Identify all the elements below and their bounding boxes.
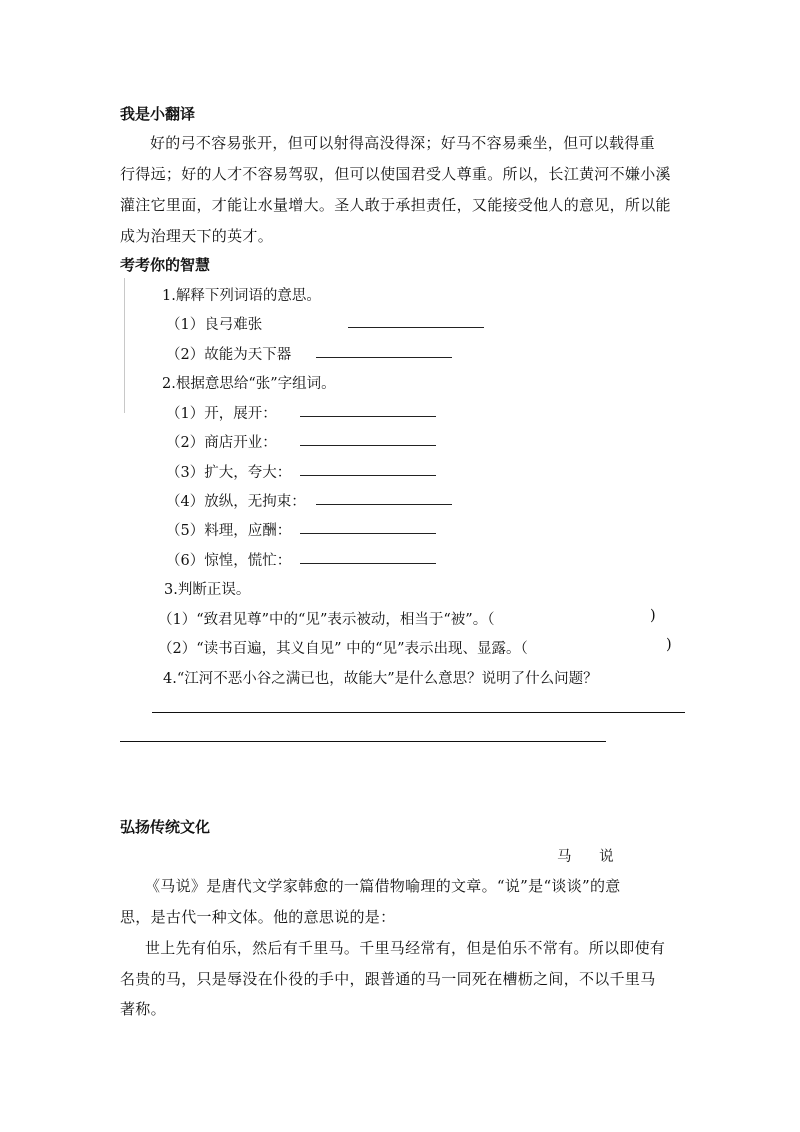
q2-answer-5[interactable] — [300, 519, 436, 534]
q1-answer-1[interactable] — [348, 313, 484, 328]
q1-answer-2[interactable] — [316, 343, 452, 358]
culture-heading: 弘扬传统文化 — [120, 818, 211, 836]
translate-heading: 我是小翻译 — [120, 105, 196, 123]
culture-line-2: 思，是古代一种文体。他的意思说的是： — [120, 908, 396, 926]
margin-line — [124, 278, 125, 413]
translate-line-4: 成为治理天下的英才。 — [120, 227, 274, 245]
q2-answer-4[interactable] — [316, 490, 452, 505]
culture-line-5: 著称。 — [120, 1000, 166, 1018]
q3-close-2: ) — [666, 637, 672, 653]
q2-item-5: （5）料理，应酬： — [166, 523, 292, 539]
translate-line-3: 灌注它里面，才能让水量增大。圣人敢于承担责任，又能接受他人的意见，所以能 — [120, 196, 671, 214]
q2-answer-3[interactable] — [300, 461, 436, 476]
culture-line-1: 《马说》是唐代文学家韩愈的一篇借物喻理的文章。“说”是“谈谈”的意 — [145, 877, 621, 895]
q2-item-1: （1）开，展开： — [166, 406, 277, 422]
q3-item-1: （1）“致君见尊”中的“见”表示被动，相当于“被”。（ — [158, 612, 495, 628]
q2-answer-2[interactable] — [300, 431, 436, 446]
culture-line-3: 世上先有伯乐，然后有千里马。千里马经常有，但是伯乐不常有。所以即使有 — [145, 939, 666, 957]
q2-answer-1[interactable] — [300, 402, 436, 417]
translate-line-2: 行得远；好的人才不容易驾驭，但可以使国君受人尊重。所以，长江黄河不嫌小溪 — [120, 165, 671, 183]
q2-title: 2.根据意思给“张”字组词。 — [162, 376, 336, 392]
q1-item-1: （1）良弓难张 — [166, 317, 263, 333]
q4-answer-line-2[interactable] — [120, 741, 606, 742]
q2-item-4: （4）放纵，无拘束： — [166, 494, 306, 510]
q2-item-3: （3）扩大，夸大： — [166, 465, 292, 481]
q1-title: 1.解释下列词语的意思。 — [162, 288, 321, 304]
q2-item-2: （2）商店开业： — [166, 435, 277, 451]
culture-line-4: 名贵的马，只是辱没在仆役的手中，跟普通的马一同死在槽枥之间，不以千里马 — [120, 970, 656, 988]
quiz-heading: 考考你的智慧 — [120, 256, 211, 274]
q2-answer-6[interactable] — [300, 549, 436, 564]
translate-line-1: 好的弓不容易张开，但可以射得高没得深；好马不容易乘坐，但可以载得重 — [150, 134, 655, 152]
q1-item-2: （2）故能为天下器 — [166, 347, 292, 363]
q2-item-6: （6）惊惶，慌忙： — [166, 553, 292, 569]
q4-title: 4.“江河不恶小谷之满已也，故能大”是什么意思？说明了什么问题？ — [163, 671, 598, 687]
q3-close-1: ) — [650, 608, 656, 624]
q3-item-2: （2）“读书百遍，其义自见” 中的“见”表示出现、显露。（ — [158, 641, 528, 657]
article-title: 马 说 — [557, 849, 614, 865]
q4-answer-line-1[interactable] — [152, 712, 685, 713]
q3-title: 3.判断正误。 — [164, 582, 251, 598]
